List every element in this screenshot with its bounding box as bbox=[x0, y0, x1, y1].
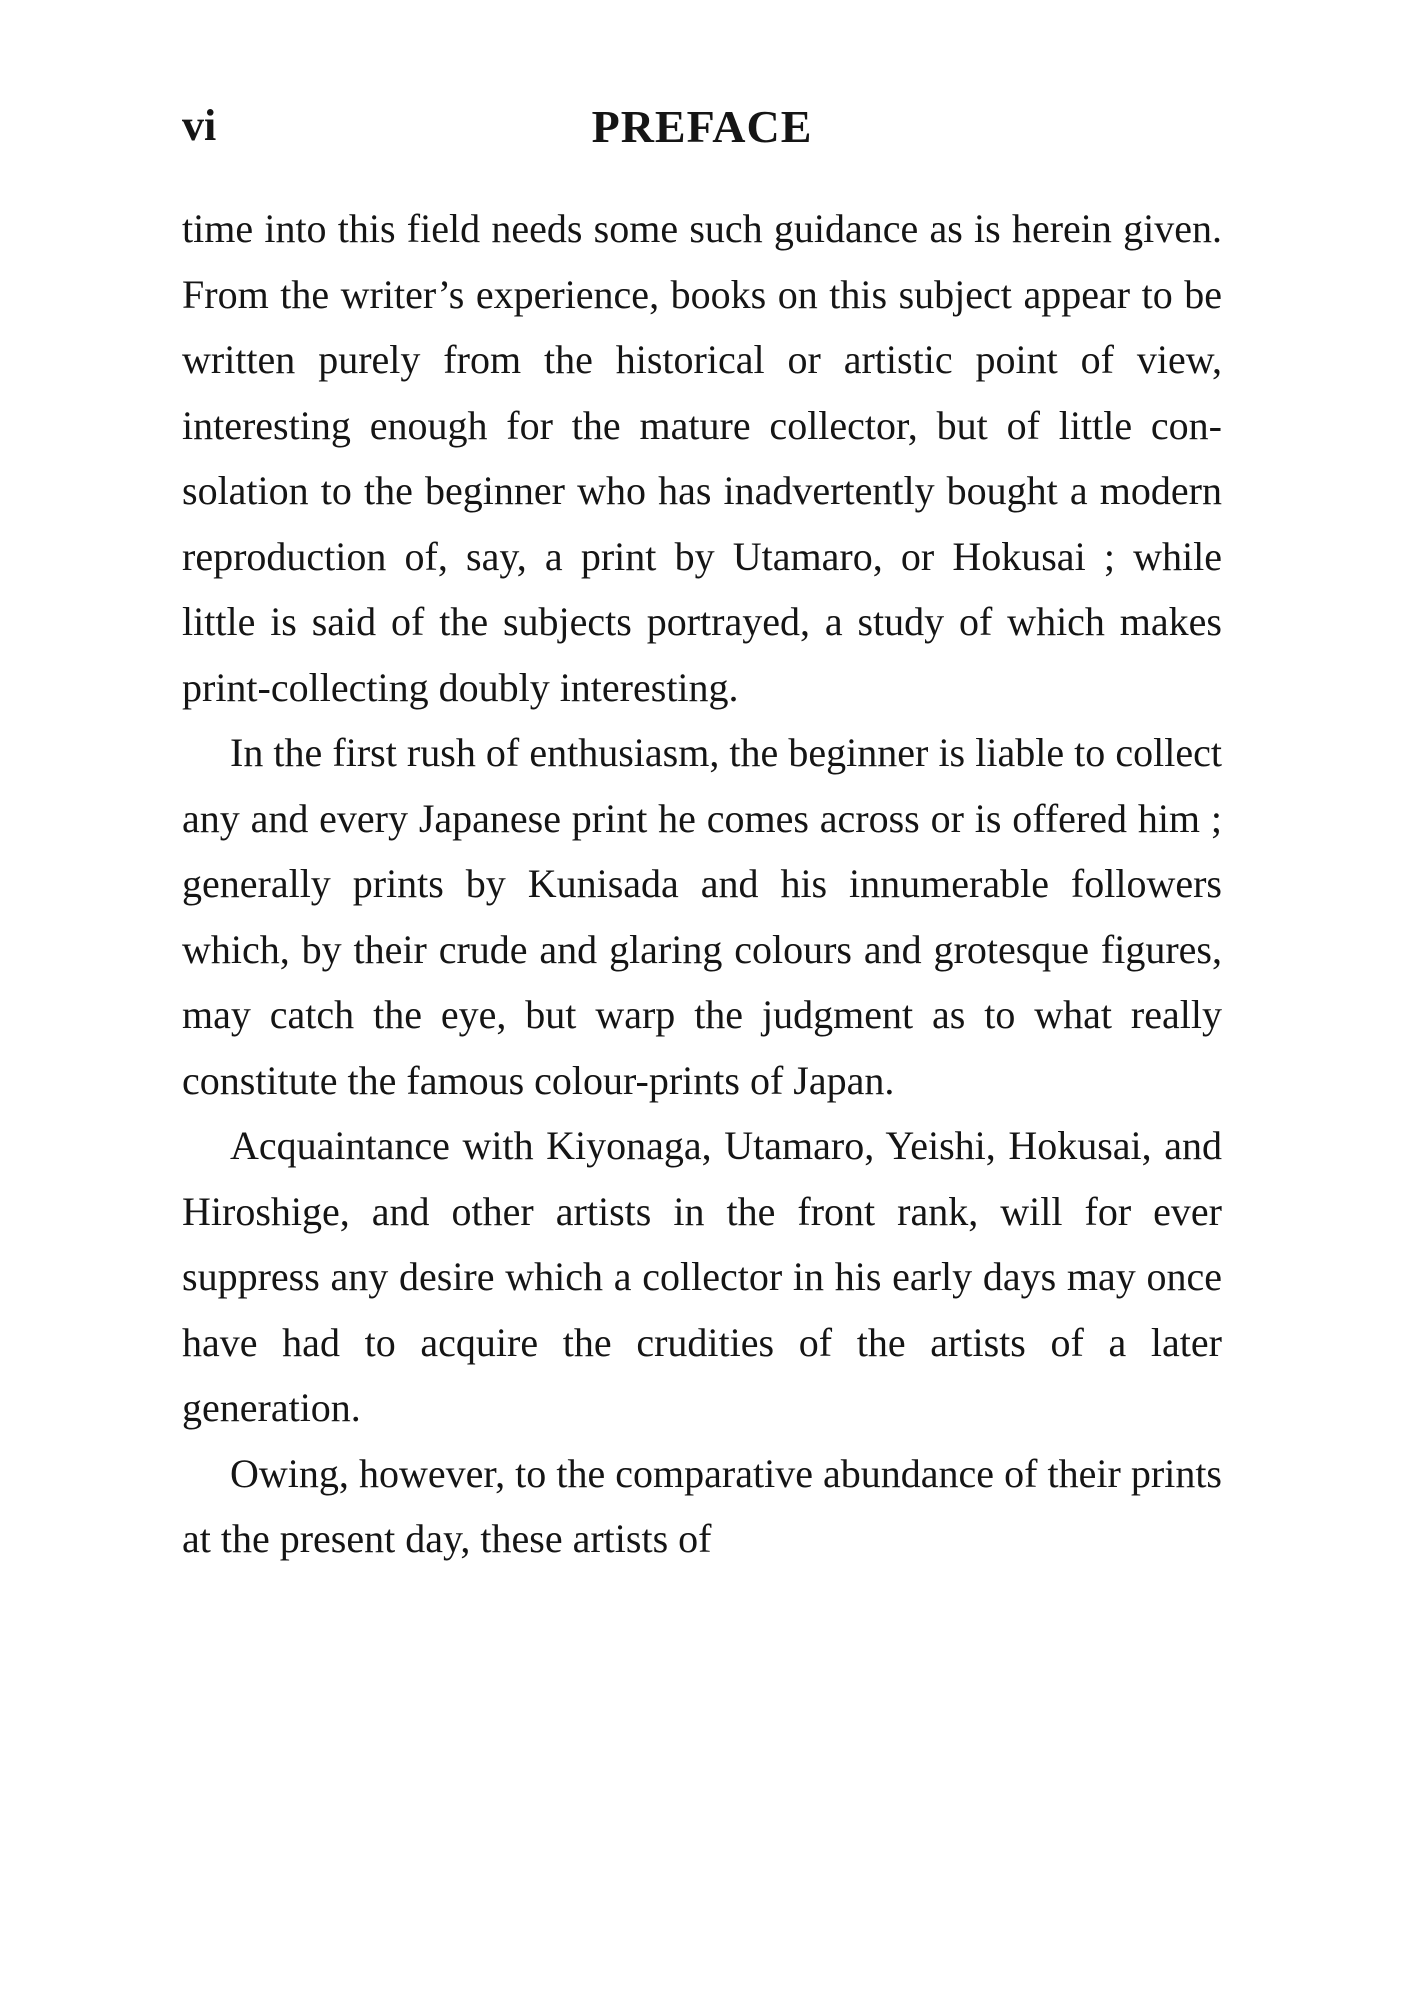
running-head bbox=[182, 100, 1222, 160]
paragraph-continued: time into this field needs some such guidance as is herein given. From the writer’s experience, books on this subject appear to be written purely from the historical or artistic point of view, interesting enough for the mature collector, but of little con-solation to the beginner who has inadvertently bought a modern reproduction of, say, a print by Utamaro, or Hokusai ; while little is said of the subjects portrayed, a study of which makes print-collecting doubly interesting. bbox=[182, 206, 1222, 710]
paragraph: Owing, however, to the comparative abundance of their prints at the present day, these artists of bbox=[182, 1450, 1222, 1561]
body-text bbox=[182, 196, 1222, 1572]
running-title: PREFACE bbox=[591, 101, 813, 152]
paragraph: In the first rush of enthusiasm, the beginner is liable to collect any and every Japanese print he comes across or is offered him ; generally prints by Kunisada and his innumerable followers which, by their crude and glaring colours and grotesque figures, may catch the eye, but warp the judgment as to what really constitute the famous colour-prints of Japan. bbox=[182, 730, 1222, 1103]
page-number: vi bbox=[182, 101, 217, 150]
paragraph: Acquaintance with Kiyonaga, Utamaro, Yeishi, Hokusai, and Hiroshige, and other artists in the front rank, will for ever suppress any desire which a collector in his early days may once have had to acquire the crudities of the artists of a later generation. bbox=[182, 1123, 1222, 1430]
